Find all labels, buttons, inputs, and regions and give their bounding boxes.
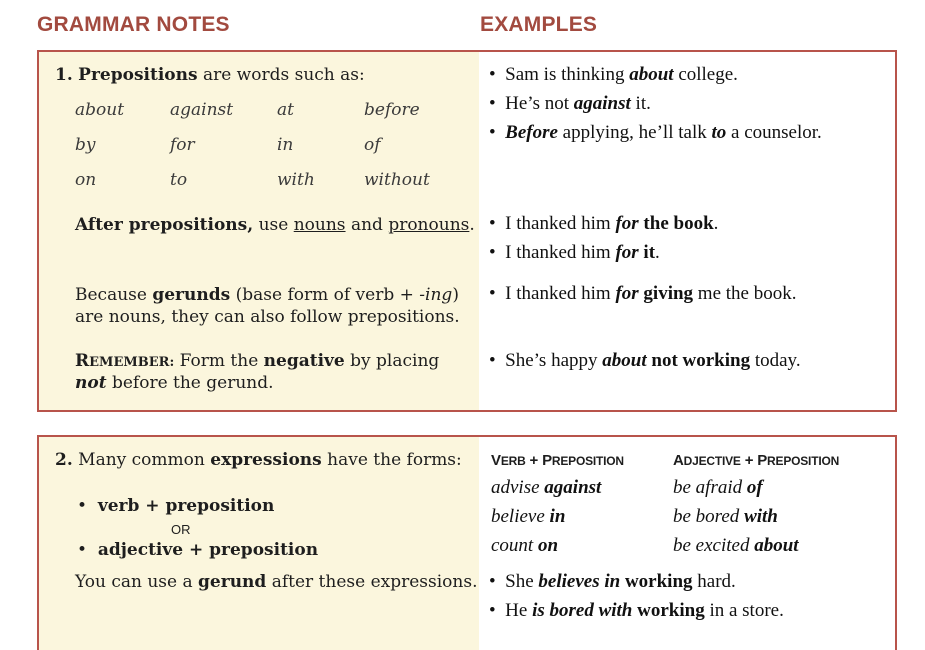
verb-row-1: advise against (491, 477, 602, 498)
gerund-note-line1: Because gerunds (base form of verb + -ing) (75, 285, 459, 305)
prep-about: about (75, 100, 125, 120)
adjective-preposition-column-header: ADJECTIVE + PREPOSITION (673, 452, 840, 469)
bullet-icon: • (489, 242, 496, 263)
example-1-5: • I thanked him for it. (489, 242, 660, 263)
bullet-icon: • (77, 540, 88, 560)
bullet-icon: • (489, 122, 496, 143)
example-1-1: • Sam is thinking about college. (489, 64, 738, 85)
after-prepositions-note: After prepositions, use nouns and pronouns. (75, 215, 475, 235)
bullet-icon: • (489, 213, 496, 234)
verb-row-2: believe in (491, 506, 566, 527)
example-1-3: • Before applying, he’ll talk to a counselor. (489, 122, 822, 143)
prep-before: before (364, 100, 420, 120)
prepositions-term: Prepositions (78, 65, 198, 85)
remember-note-line2: not before the gerund. (75, 373, 274, 393)
adjective-row-1: be afraid of (673, 477, 763, 498)
examples-header: EXAMPLES (480, 13, 598, 36)
section-1-intro: 1. Prepositions are words such as: (55, 65, 365, 85)
or-label: OR (171, 522, 191, 537)
example-1-4: • I thanked him for the book. (489, 213, 719, 234)
prep-to: to (170, 170, 188, 190)
example-2-1: • She believes in working hard. (489, 571, 736, 592)
prep-in: in (277, 135, 294, 155)
grammar-notes-header: GRAMMAR NOTES (37, 13, 230, 36)
prep-without: without (364, 170, 430, 190)
prep-on: on (75, 170, 97, 190)
prep-by: by (75, 135, 96, 155)
bullet-icon: • (489, 350, 496, 371)
form-bullet-verb-preposition: • verb + preposition (77, 496, 275, 516)
bullet-icon: • (489, 64, 496, 85)
section-2-number: 2. (55, 450, 73, 470)
adjective-row-2: be bored with (673, 506, 778, 527)
adjective-row-3: be excited about (673, 535, 799, 556)
bullet-icon: • (489, 571, 496, 592)
bullet-icon: • (77, 496, 88, 516)
bullet-icon: • (489, 93, 496, 114)
section-1-number: 1. (55, 65, 73, 85)
example-1-6: • I thanked him for giving me the book. (489, 283, 797, 304)
gerund-note-line2: are nouns, they can also follow prepositions. (75, 307, 460, 327)
verb-row-3: count on (491, 535, 559, 556)
prep-at: at (277, 100, 294, 120)
prep-with: with (277, 170, 315, 190)
remember-note-line1: REMEMBER: Form the negative by placing (75, 351, 440, 371)
section-2-box (37, 435, 897, 650)
example-1-7: • She’s happy about not working today. (489, 350, 801, 371)
example-1-2: • He’s not against it. (489, 93, 651, 114)
prep-of: of (364, 135, 381, 155)
section-1-box (37, 50, 897, 412)
verb-preposition-column-header: VERB + PREPOSITION (491, 452, 624, 469)
gerund-expression-note: You can use a gerund after these expressions. (75, 572, 478, 592)
prep-against: against (170, 100, 234, 120)
section-2-intro: 2. Many common expressions have the forms: (55, 450, 462, 470)
bullet-icon: • (489, 283, 496, 304)
bullet-icon: • (489, 600, 496, 621)
example-2-2: • He is bored with working in a store. (489, 600, 784, 621)
prep-for: for (170, 135, 195, 155)
form-bullet-adjective-preposition: • adjective + preposition (77, 540, 319, 560)
